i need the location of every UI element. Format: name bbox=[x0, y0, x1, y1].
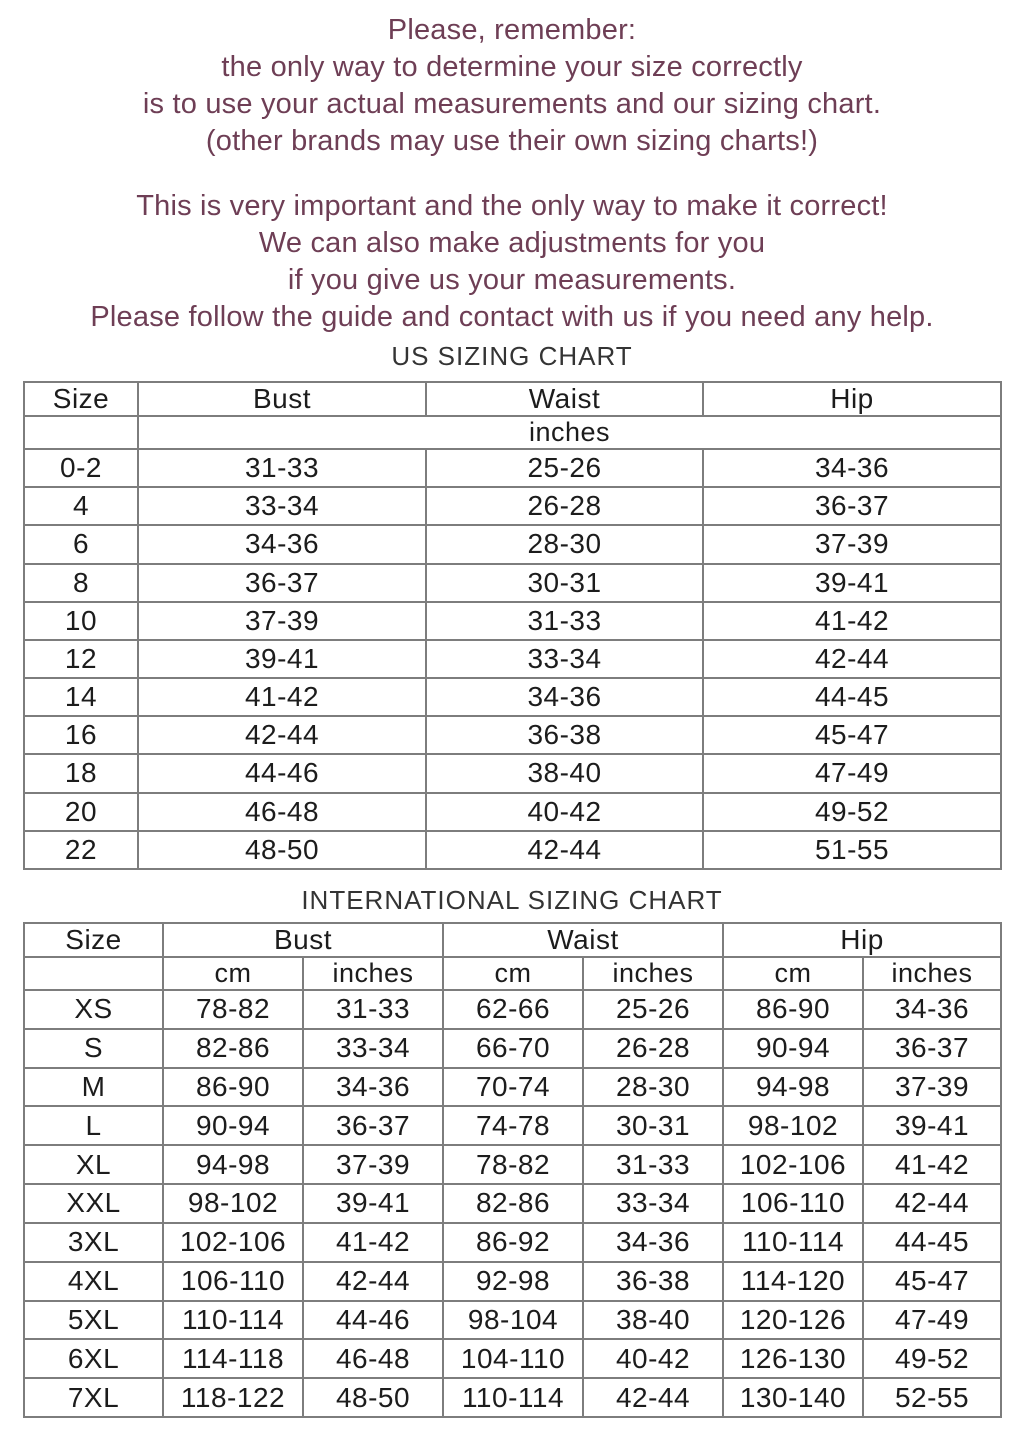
measurement-cell: 44-46 bbox=[138, 754, 426, 792]
measurement-cell: 33-34 bbox=[138, 487, 426, 525]
size-cell: 14 bbox=[24, 678, 138, 716]
us-chart-title: US SIZING CHART bbox=[391, 341, 633, 371]
international-sizing-table bbox=[23, 922, 1002, 1418]
measurement-cell: 74-78 bbox=[443, 1106, 583, 1145]
intro-line: This is very important and the only way to make it correct! bbox=[136, 190, 888, 222]
intro-text bbox=[0, 0, 1024, 336]
measurement-cell: 48-50 bbox=[303, 1378, 443, 1417]
us-header-row bbox=[24, 382, 1001, 416]
measurement-cell: 52-55 bbox=[863, 1378, 1001, 1417]
measurement-cell: 40-42 bbox=[426, 793, 703, 831]
measurement-cell: 31-33 bbox=[138, 449, 426, 487]
measurement-cell: 48-50 bbox=[138, 831, 426, 869]
measurement-cell: 34-36 bbox=[303, 1068, 443, 1107]
measurement-cell: 98-102 bbox=[723, 1106, 863, 1145]
us-sizing-table bbox=[23, 381, 1002, 870]
measurement-cell: 44-45 bbox=[703, 678, 1001, 716]
measurement-cell: 70-74 bbox=[443, 1068, 583, 1107]
intro-paragraph-2 bbox=[0, 188, 1024, 336]
measurement-cell: 39-41 bbox=[303, 1184, 443, 1223]
unit-label-cm: cm bbox=[443, 957, 583, 990]
measurement-cell: 37-39 bbox=[863, 1068, 1001, 1107]
measurement-cell: 37-39 bbox=[703, 525, 1001, 563]
intl-header-row bbox=[24, 923, 1001, 957]
measurement-cell: 78-82 bbox=[443, 1145, 583, 1184]
measurement-cell: 39-41 bbox=[138, 640, 426, 678]
measurement-cell: 30-31 bbox=[426, 564, 703, 602]
table-row bbox=[24, 487, 1001, 525]
intro-line: Please, remember: bbox=[387, 14, 637, 46]
measurement-cell: 36-37 bbox=[703, 487, 1001, 525]
measurement-cell: 41-42 bbox=[303, 1223, 443, 1262]
measurement-cell: 114-118 bbox=[163, 1339, 303, 1378]
size-cell: 0-2 bbox=[24, 449, 138, 487]
measurement-cell: 41-42 bbox=[863, 1145, 1001, 1184]
measurement-cell: 31-33 bbox=[583, 1145, 723, 1184]
table-row bbox=[24, 1223, 1001, 1262]
measurement-cell: 41-42 bbox=[703, 602, 1001, 640]
measurement-cell: 110-114 bbox=[723, 1223, 863, 1262]
us-unit-row bbox=[24, 416, 1001, 449]
table-row bbox=[24, 754, 1001, 792]
measurement-cell: 42-44 bbox=[583, 1378, 723, 1417]
unit-label-inches: inches bbox=[583, 957, 723, 990]
measurement-cell: 49-52 bbox=[863, 1339, 1001, 1378]
table-row bbox=[24, 525, 1001, 563]
size-cell: 7XL bbox=[24, 1378, 163, 1417]
column-header-waist: Waist bbox=[443, 923, 723, 957]
measurement-cell: 62-66 bbox=[443, 990, 583, 1029]
table-row bbox=[24, 640, 1001, 678]
measurement-cell: 34-36 bbox=[138, 525, 426, 563]
measurement-cell: 86-90 bbox=[723, 990, 863, 1029]
size-cell: 3XL bbox=[24, 1223, 163, 1262]
size-cell: 8 bbox=[24, 564, 138, 602]
intro-line: We can also make adjustments for you bbox=[258, 227, 766, 259]
size-cell: XXL bbox=[24, 1184, 163, 1223]
measurement-cell: 46-48 bbox=[138, 793, 426, 831]
table-row bbox=[24, 990, 1001, 1029]
measurement-cell: 78-82 bbox=[163, 990, 303, 1029]
unit-label-inches: inches bbox=[138, 416, 1001, 449]
table-row bbox=[24, 1068, 1001, 1107]
intl-unit-row bbox=[24, 957, 1001, 990]
measurement-cell: 86-92 bbox=[443, 1223, 583, 1262]
measurement-cell: 110-114 bbox=[163, 1301, 303, 1340]
unit-label-inches: inches bbox=[863, 957, 1001, 990]
measurement-cell: 98-104 bbox=[443, 1301, 583, 1340]
empty-cell bbox=[24, 416, 138, 449]
table-row bbox=[24, 1145, 1001, 1184]
size-cell: 20 bbox=[24, 793, 138, 831]
size-cell: 10 bbox=[24, 602, 138, 640]
measurement-cell: 82-86 bbox=[163, 1029, 303, 1068]
measurement-cell: 34-36 bbox=[863, 990, 1001, 1029]
measurement-cell: 39-41 bbox=[863, 1106, 1001, 1145]
intl-chart-title: INTERNATIONAL SIZING CHART bbox=[301, 885, 723, 915]
measurement-cell: 102-106 bbox=[163, 1223, 303, 1262]
measurement-cell: 33-34 bbox=[583, 1184, 723, 1223]
measurement-cell: 45-47 bbox=[863, 1262, 1001, 1301]
measurement-cell: 25-26 bbox=[583, 990, 723, 1029]
measurement-cell: 42-44 bbox=[863, 1184, 1001, 1223]
column-header-hip: Hip bbox=[723, 923, 1001, 957]
measurement-cell: 31-33 bbox=[426, 602, 703, 640]
column-header-waist: Waist bbox=[426, 382, 703, 416]
table-row bbox=[24, 1029, 1001, 1068]
measurement-cell: 44-46 bbox=[303, 1301, 443, 1340]
measurement-cell: 104-110 bbox=[443, 1339, 583, 1378]
size-cell: 12 bbox=[24, 640, 138, 678]
measurement-cell: 39-41 bbox=[703, 564, 1001, 602]
measurement-cell: 118-122 bbox=[163, 1378, 303, 1417]
intro-line: Please follow the guide and contact with us if you need any help. bbox=[90, 301, 934, 333]
measurement-cell: 102-106 bbox=[723, 1145, 863, 1184]
measurement-cell: 30-31 bbox=[583, 1106, 723, 1145]
size-cell: 22 bbox=[24, 831, 138, 869]
measurement-cell: 37-39 bbox=[138, 602, 426, 640]
measurement-cell: 28-30 bbox=[583, 1068, 723, 1107]
size-cell: 4 bbox=[24, 487, 138, 525]
table-row bbox=[24, 678, 1001, 716]
size-cell: XS bbox=[24, 990, 163, 1029]
size-cell: 18 bbox=[24, 754, 138, 792]
size-cell: 5XL bbox=[24, 1301, 163, 1340]
intro-line: (other brands may use their own sizing charts!) bbox=[205, 125, 819, 157]
measurement-cell: 92-98 bbox=[443, 1262, 583, 1301]
table-row bbox=[24, 1301, 1001, 1340]
size-cell: 16 bbox=[24, 716, 138, 754]
measurement-cell: 37-39 bbox=[303, 1145, 443, 1184]
table-row bbox=[24, 564, 1001, 602]
measurement-cell: 106-110 bbox=[723, 1184, 863, 1223]
measurement-cell: 42-44 bbox=[303, 1262, 443, 1301]
measurement-cell: 120-126 bbox=[723, 1301, 863, 1340]
table-row bbox=[24, 602, 1001, 640]
size-cell: XL bbox=[24, 1145, 163, 1184]
measurement-cell: 34-36 bbox=[426, 678, 703, 716]
measurement-cell: 46-48 bbox=[303, 1339, 443, 1378]
measurement-cell: 41-42 bbox=[138, 678, 426, 716]
measurement-cell: 51-55 bbox=[703, 831, 1001, 869]
measurement-cell: 33-34 bbox=[303, 1029, 443, 1068]
size-cell: M bbox=[24, 1068, 163, 1107]
measurement-cell: 31-33 bbox=[303, 990, 443, 1029]
unit-label-cm: cm bbox=[163, 957, 303, 990]
measurement-cell: 34-36 bbox=[583, 1223, 723, 1262]
column-header-size: Size bbox=[24, 382, 138, 416]
measurement-cell: 82-86 bbox=[443, 1184, 583, 1223]
table-row bbox=[24, 1378, 1001, 1417]
measurement-cell: 86-90 bbox=[163, 1068, 303, 1107]
unit-label-cm: cm bbox=[723, 957, 863, 990]
measurement-cell: 26-28 bbox=[426, 487, 703, 525]
measurement-cell: 49-52 bbox=[703, 793, 1001, 831]
unit-label-inches: inches bbox=[303, 957, 443, 990]
size-cell: S bbox=[24, 1029, 163, 1068]
intro-line: the only way to determine your size correctly bbox=[221, 51, 803, 83]
measurement-cell: 90-94 bbox=[723, 1029, 863, 1068]
measurement-cell: 98-102 bbox=[163, 1184, 303, 1223]
measurement-cell: 94-98 bbox=[163, 1145, 303, 1184]
measurement-cell: 36-37 bbox=[303, 1106, 443, 1145]
measurement-cell: 38-40 bbox=[583, 1301, 723, 1340]
column-header-hip: Hip bbox=[703, 382, 1001, 416]
intro-paragraph-1 bbox=[0, 12, 1024, 160]
table-row bbox=[24, 449, 1001, 487]
measurement-cell: 36-38 bbox=[426, 716, 703, 754]
measurement-cell: 38-40 bbox=[426, 754, 703, 792]
table-row bbox=[24, 831, 1001, 869]
table-row bbox=[24, 1184, 1001, 1223]
measurement-cell: 36-37 bbox=[863, 1029, 1001, 1068]
measurement-cell: 106-110 bbox=[163, 1262, 303, 1301]
measurement-cell: 110-114 bbox=[443, 1378, 583, 1417]
size-cell: 6XL bbox=[24, 1339, 163, 1378]
measurement-cell: 28-30 bbox=[426, 525, 703, 563]
measurement-cell: 42-44 bbox=[703, 640, 1001, 678]
measurement-cell: 90-94 bbox=[163, 1106, 303, 1145]
measurement-cell: 45-47 bbox=[703, 716, 1001, 754]
measurement-cell: 34-36 bbox=[703, 449, 1001, 487]
measurement-cell: 44-45 bbox=[863, 1223, 1001, 1262]
size-cell: L bbox=[24, 1106, 163, 1145]
measurement-cell: 94-98 bbox=[723, 1068, 863, 1107]
column-header-bust: Bust bbox=[138, 382, 426, 416]
measurement-cell: 33-34 bbox=[426, 640, 703, 678]
column-header-bust: Bust bbox=[163, 923, 443, 957]
measurement-cell: 42-44 bbox=[426, 831, 703, 869]
measurement-cell: 66-70 bbox=[443, 1029, 583, 1068]
measurement-cell: 36-37 bbox=[138, 564, 426, 602]
table-row bbox=[24, 1106, 1001, 1145]
measurement-cell: 36-38 bbox=[583, 1262, 723, 1301]
intro-line: if you give us your measurements. bbox=[287, 264, 737, 296]
measurement-cell: 26-28 bbox=[583, 1029, 723, 1068]
measurement-cell: 42-44 bbox=[138, 716, 426, 754]
empty-cell bbox=[24, 957, 163, 990]
table-row bbox=[24, 716, 1001, 754]
measurement-cell: 47-49 bbox=[703, 754, 1001, 792]
measurement-cell: 47-49 bbox=[863, 1301, 1001, 1340]
table-row bbox=[24, 1262, 1001, 1301]
measurement-cell: 40-42 bbox=[583, 1339, 723, 1378]
size-cell: 4XL bbox=[24, 1262, 163, 1301]
measurement-cell: 114-120 bbox=[723, 1262, 863, 1301]
measurement-cell: 126-130 bbox=[723, 1339, 863, 1378]
table-row bbox=[24, 793, 1001, 831]
column-header-size: Size bbox=[24, 923, 163, 957]
size-cell: 6 bbox=[24, 525, 138, 563]
table-row bbox=[24, 1339, 1001, 1378]
measurement-cell: 130-140 bbox=[723, 1378, 863, 1417]
intro-line: is to use your actual measurements and our sizing chart. bbox=[142, 88, 882, 120]
measurement-cell: 25-26 bbox=[426, 449, 703, 487]
